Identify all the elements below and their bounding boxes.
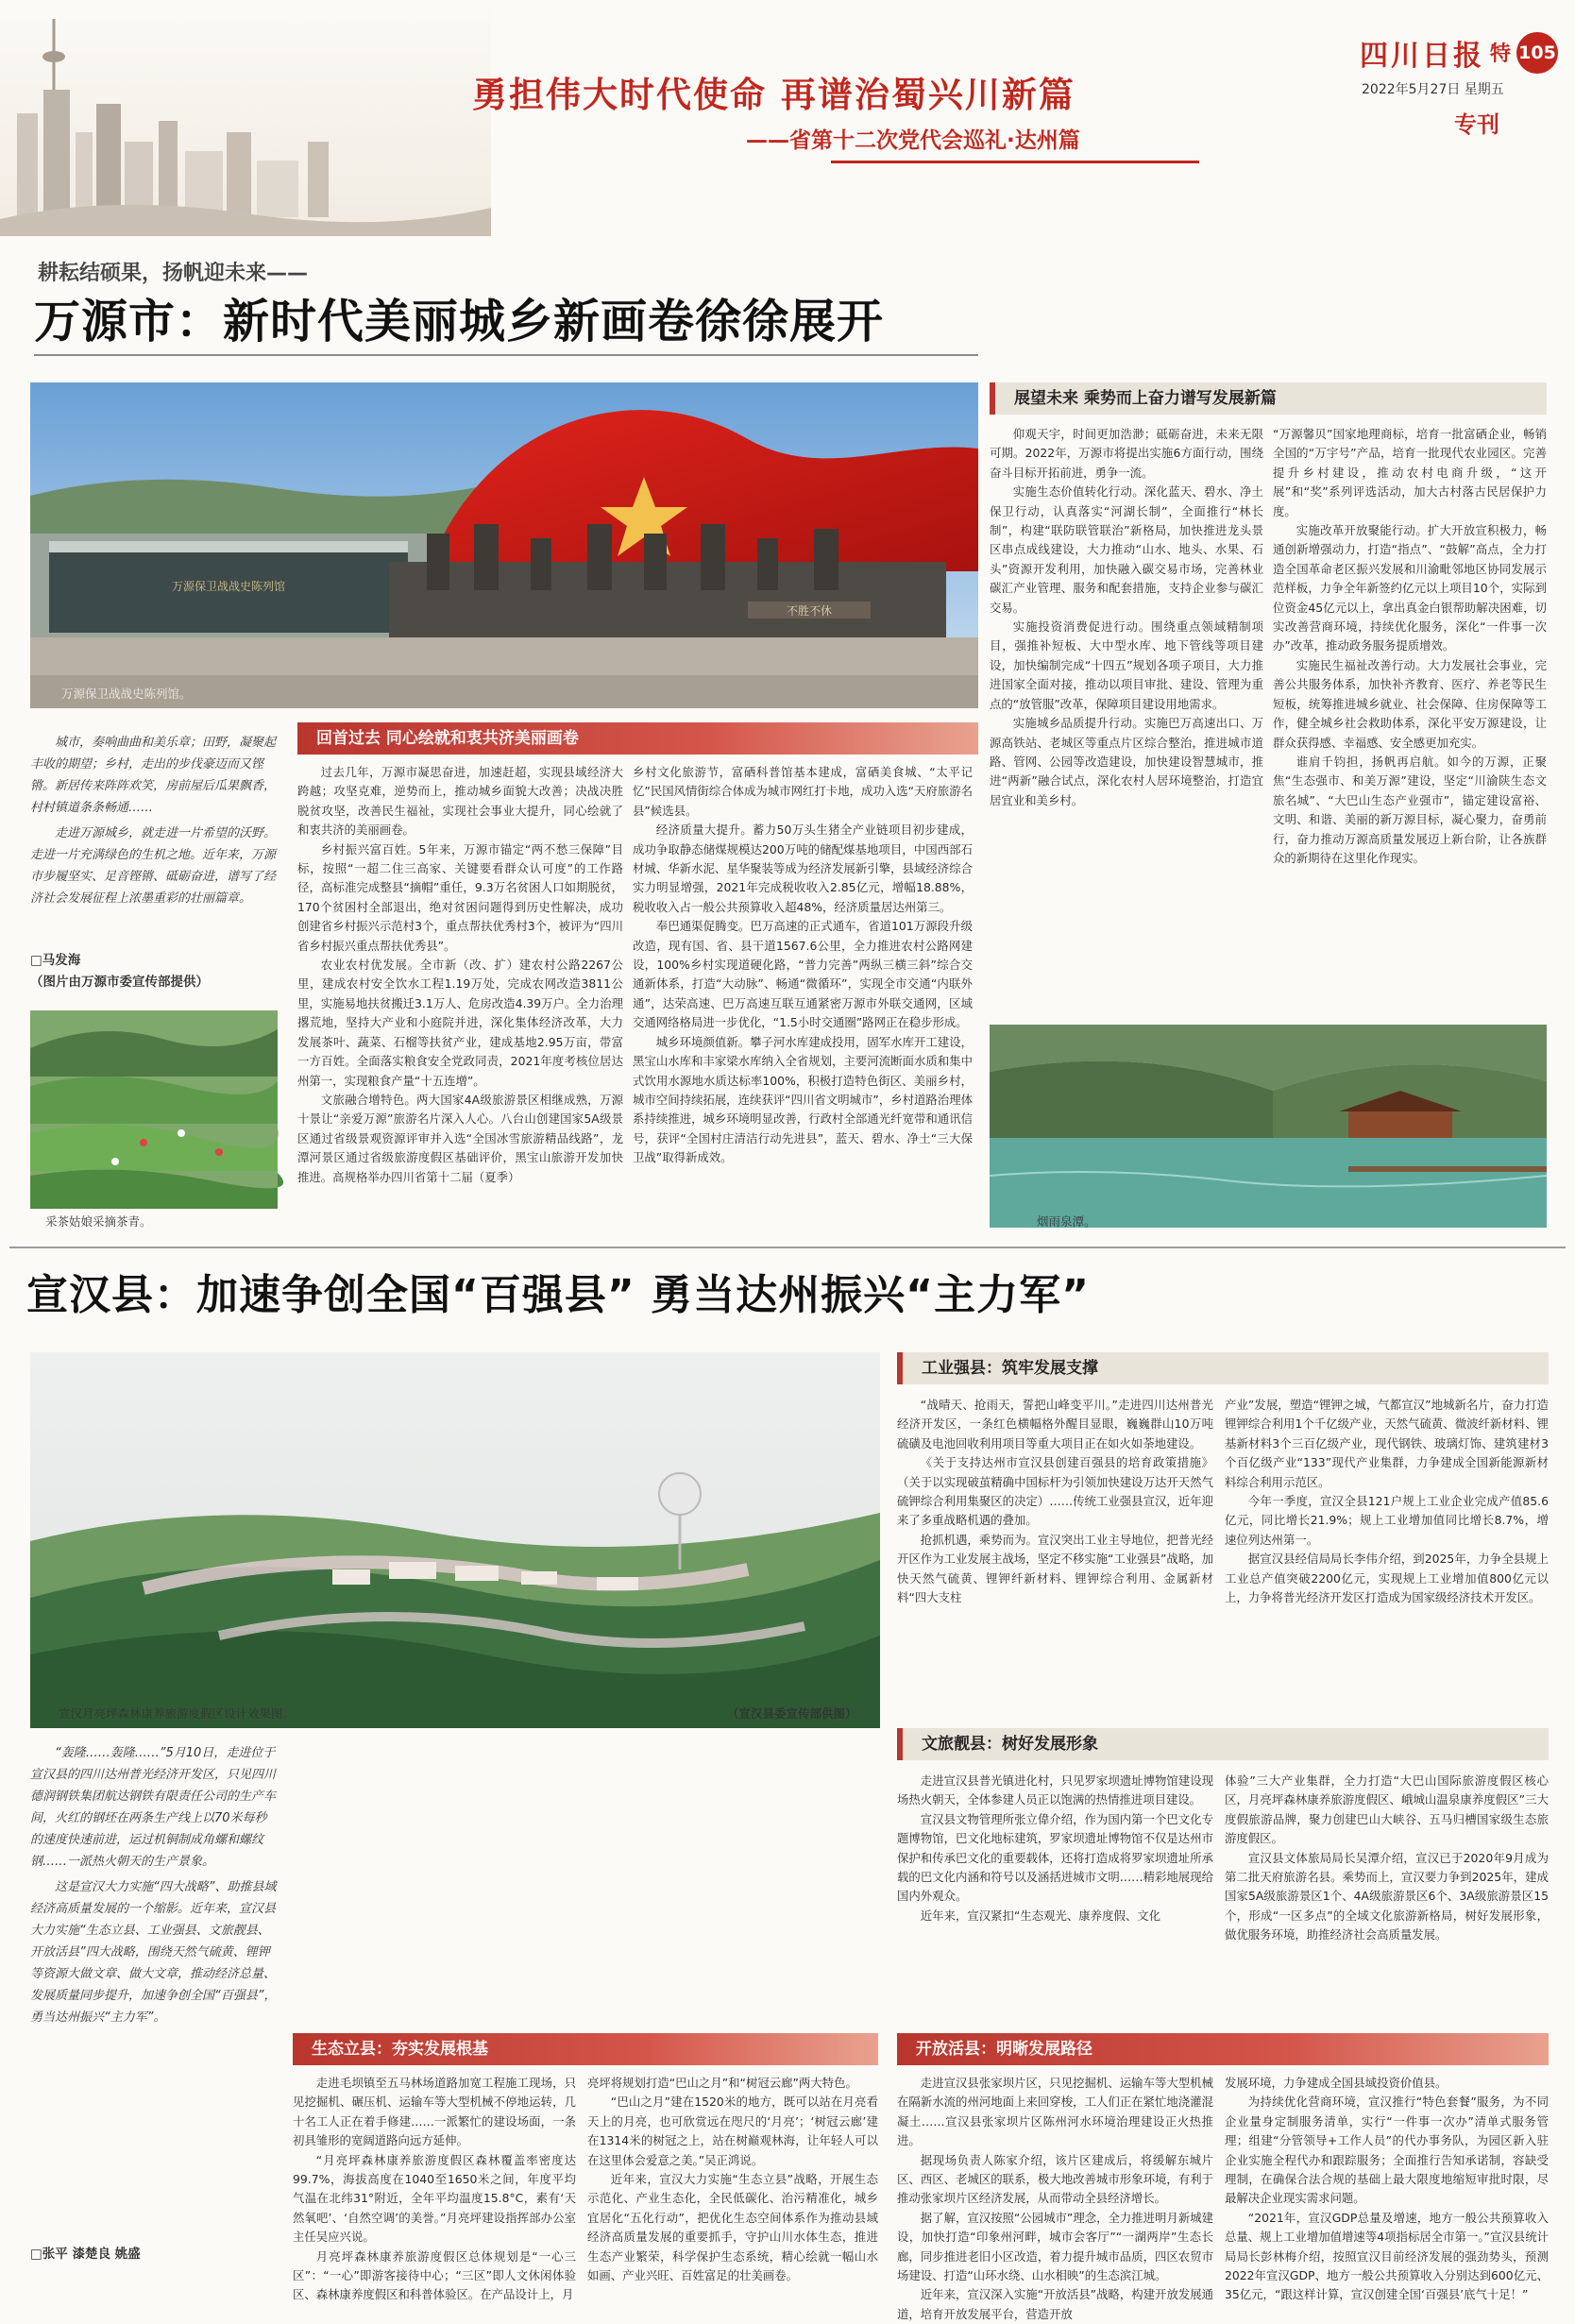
article1-sidebar-para-1: 城市，奏响曲曲和美乐章；田野，凝聚起丰收的期望；乡村，走出的步伐豪迈而又铿锵。新居传来阵阵欢笑，房前屋后瓜果飘香，村村镇道条条畅通…… xyxy=(30,736,277,815)
section1-col2-para: 乡村文化旅游节，富硒科普馆基本建成，富硒美食城、“太平记忆”民国风情街综合体成为城市网红打卡地，成功入选“天府旅游名县”候选县。 xyxy=(633,765,973,818)
article2-byline: □张平 漆楚良 姚盛 xyxy=(30,2247,141,2262)
culture-column-2 xyxy=(1225,1772,1549,2019)
article2-sidebar xyxy=(30,1742,278,2032)
section1-col2-para: 城乡环境颜值新。攀子河水库建成投用，固军水库开工建设，黑宝山水库和丰家梁水库纳入全省规划，主要河流断面水质和集中式饮用水源地水质达标率100%，积极打造特色街区、美丽乡村，城市空间持续拓展，连续获评“四川省文明城市”，乡村道路治理体系持续推进，城乡环境明显改善，行政村全部通光纤宽带和通讯信号，获评“全国村庄清洁行动先进县”，蓝天、碧水、净土“三大保卫战”取得新成效。 xyxy=(633,1034,973,1165)
culture-column-1 xyxy=(897,1772,1213,2019)
ecology-col1-para: 走进毛坝镇至五马林场道路加宽工程施工现场，只见挖掘机、碾压机、运输车等大型机械不停地运转，几十名工人正在着手修建……一派繁忙的建设场面，一条初具雏形的宽阔道路向远方延伸。 xyxy=(293,2076,576,2148)
article1-kicker: 耕耘结硕果，扬帆迎未来—— xyxy=(38,262,309,285)
lake-photo xyxy=(990,1025,1547,1228)
open-title-bar xyxy=(897,2033,1549,2065)
culture-title-bar xyxy=(897,1728,1549,1760)
industry-column-2 xyxy=(1225,1396,1549,1726)
section2-col1-para: 实施生态价值转化行动。深化蓝天、碧水、净土保卫行动，认真落实“河湖长制”，全面推行“林长制”，构建“联防联管联治”新格局，加快推进龙头景区串点成线建设，大力推动“山水、地头、水果、石头”资源开发利用，加快融入碳交易市场，完善林业碳汇产业管理、服务和配套措施，支持企业参与碳汇交易。 xyxy=(990,484,1263,615)
open-col2-para: 发展环境，力争建成全国县域投资价值县。 xyxy=(1225,2076,1448,2090)
section1-column-2 xyxy=(633,763,973,1237)
article1-sidebar xyxy=(30,732,278,913)
ecology-col2-para: 亮坪将规划打造“巴山之月”和“树冠云廊”两大特色。 xyxy=(587,2076,857,2090)
section1-col1-para: 过去几年，万源市凝思奋进，加速赶超，实现县域经济大跨越；攻坚克难，逆势而上，推动城乡面貌大改善；决战决胜脱贫攻坚，改善民生福祉，实现社会事业大提升，同心绘就了和衷共济的美丽画卷。 xyxy=(297,765,623,838)
section1-col1-para: 乡村振兴富百姓。5年来，万源市锚定“两不愁三保障”目标，按照“一超二住三高家、关键要看群众认可度”的工作路径，高标准完成整县“摘帽”重任，9.3万名贫困人口如期脱贫，170个贫困村全部退出，绝对贫困问题得到历史性解决，成功创建省乡村振兴示范村3个，重点帮扶优秀村3个，被评为“四川省乡村振兴重点帮扶优秀县”。 xyxy=(297,841,623,953)
banner-underline xyxy=(831,161,1199,163)
industry-col1-para: 抢抓机遇，乘势而为。宣汉突出工业主导地位，把普光经开区作为工业发展主战场，坚定不移实施“工业强县”战略，加快天然气硫黄、锂钾纤新材料、锂钾综合利用、金属新材料“四大支柱 xyxy=(897,1532,1213,1605)
ecology-col2-para: 近年来，宣汉大力实施“生态立县”战略，开展生态示范化、产业生态化，全民低碳化、治污精准化，城乡宜居化“五化行动”，把优化生态空间体系作为推动县域经济高质量发展的重要抓手，守护山川水体生态，推进生态产业繁荣，科学保护生态系统，精心绘就一幅山水如画、产业兴旺、百姓富足的壮美画卷。 xyxy=(587,2172,878,2283)
industry-col2-para: 据宣汉县经信局局长李伟介绍，到2025年，力争全县规上工业总产值突破2200亿元，实现规上工业增加值800亿元以上，力争将普光经济开发区打造成为国家级经济技术开发区。 xyxy=(1225,1552,1549,1605)
lake-photo-caption: 烟雨泉潭。 xyxy=(1037,1214,1096,1229)
city-skyline-illustration xyxy=(0,0,491,236)
section2-col2-para: 实施民生福祉改善行动。大力发展社会事业，完善公共服务体系，加快补齐教育、医疗、养老等民生短板，统筹推进城乡就业、社会保障、住房保障等工作，健全城乡社会救助体系，深化平安万源建设，让群众获得感、幸福感、安全感更加充实。 xyxy=(1273,657,1547,750)
publish-date: 2022年5月27日 星期五 xyxy=(1362,82,1504,97)
section1-col1-para: 农业农村优发展。全市新（改、扩）建农村公路2267公里，建成农村安全饮水工程1.19万处，完成农网改造3811公里，实施易地扶贫搬迁3.1万人、危房改造4.39万户。全力治理撂荒地，坚持大产业和小庭院并进，深化集体经济改革，大力发展茶叶、蔬菜、石榴等扶贫产业，建成基地2.95万亩，带富一方百姓。全面落实粮食安全党政同责，2021年度考核位居达州第一，实现粮食产量“十五连增”。 xyxy=(297,958,623,1088)
section2-col2-para: 实施改革开放聚能行动。扩大开放宣积极力，畅通创新增强动力，打造“指点”、“鼓解”高点，全力打造全国革命老区振兴发展和川渝毗邻地区协同发展示范样板，力争全年新签约亿元以上项目10个，实际到位资金45亿元以上，拿出真金白银帮助解决困难，切实改善营商环境，持续优化服务，深化“一件事一次办”改革，推动政务服务提质增效。 xyxy=(1273,523,1547,653)
article2-sidebar-para-2: 这是宣汉大力实施“四大战略”、助推县域经济高质量发展的一个缩影。近年来，宣汉县大力实施“生态立县、工业强县、文旅靓县、开放活县”四大战略，围绕天然气硫黄、锂钾等资源大做文章、做大文章，推动经济总量、发展质量同步提升，加速争创全国“百强县”，勇当达州振兴“主力军”。 xyxy=(30,1880,277,2025)
section2-col1-para: 实施城乡品质提升行动。实施巴万高速出口、万源高铁站、老城区等重点片区综合整治，推进城市道路、管网、公园等改造建设，加快建设智慧城市，推进“两新”融合试点，深化农村人居环境整治，打造宜居宜业和美乡村。 xyxy=(990,716,1263,807)
article1-byline: □马发海 xyxy=(30,953,81,968)
industry-column-1 xyxy=(897,1396,1213,1726)
ecology-col1-para: 月亮坪森林康养旅游度假区总体规划是“一心三区”：“一心”即游客接待中心；“三区”即人文休闲体验区、森林康养度假区和科普体验区。在产品设计上，月 xyxy=(293,2248,576,2302)
article2-headline: 宣汉县：加速争创全国“百强县” 勇当达州振兴“主力军” xyxy=(26,1271,1090,1319)
memorial-photo xyxy=(30,382,978,708)
ecology-col1-para: “月亮坪森林康养旅游度假区森林覆盖率密度达99.7%，海拔高度在1040至1650米之间，年度平均气温在北纬31°附近，全年平均温度15.8°C，素有‘天然氧吧’、‘自然空调’的美誉。”月亮坪建设指挥部办公室主任吴应兴说。 xyxy=(293,2152,576,2245)
special-label: 特 xyxy=(1490,42,1512,66)
section1-col2-para: 奉巴通渠促腾变。巴万高速的正式通车，省道101万源段升级改造，现有国、省、县干道1567.6公里，全力推进农村公路网建设，100%乡村实现道硬化路，“普力完善”两纵三横三斜”综合交通新体系，打造“大动脉”、畅通“微循环”，实现全市交通“内联外通”，达荣高速、巴万高速互联互通紧密万源市外联交通网，区域交通网络格局进一步优化，“1.5小时交通圈”路网正在稳步形成。 xyxy=(633,919,973,1030)
memorial-illustration xyxy=(30,382,978,708)
culture-col1-para: 近年来，宣汉紧扣“生态观光、康养度假、文化 xyxy=(920,1908,1161,1923)
section1-column-1 xyxy=(297,763,623,1237)
tea-photo-caption: 采茶姑娘采摘茶青。 xyxy=(45,1214,152,1229)
render-credit: （宣汉县委宣传部供图） xyxy=(727,1706,857,1721)
section2-col2-para: 谁肩千钧担，扬帆再启航。如今的万源，正聚焦“生态强市、和美万源”建设，坚定“川渝陕生态文旅名城”、“大巴山生态产业强市”，锚定建设富裕、文明、和谐、美丽的新万源目标，凝心聚力，奋勇前行，奋力推动万源高质量发展迈上新台阶，让各族群众的新期待在这里化作现实。 xyxy=(1273,754,1547,865)
article1-headline: 万源市：新时代美丽城乡新画卷徐徐展开 xyxy=(34,295,885,348)
open-col1-para: 走进宣汉县张家坝片区，只见挖掘机、运输车等大型机械在隔新水流的州河地面上来回穿梭，工人们正在紧忙地浇灌混凝土……宣汉县张家坝片区陈州河水环境治理建设正火热推进。 xyxy=(897,2076,1213,2148)
ecology-column-2 xyxy=(587,2074,878,2283)
open-col1-para: 据了解，宣汉按照“公园城市”理念，全力推进明月新城建设，加快打造“印象州河畔，城市会客厅”“一湖两岸”生态长廊，同步推进老旧小区改造，着力提升城市品质，四区农贸市场建设、打造“山环水绕、山水相映”的生态滨江城。 xyxy=(897,2210,1214,2283)
culture-col2-para: 体验”三大产业集群，全力打造“大巴山国际旅游度假区核心区，月亮坪森林康养旅游度假区、峨城山温泉康养度假区”三大度假旅游品牌，聚力创建巴山大峡谷、五马归槽国家级生态旅游度假区。 xyxy=(1225,1773,1549,1846)
industry-title-bar xyxy=(897,1352,1549,1384)
banner-subtitle: ——省第十二次党代会巡礼·达州篇 xyxy=(746,128,1080,153)
culture-col2-para: 宣汉县文体旅局局长吴潭介绍，宣汉已于2020年9月成为第二批天府旅游名县。乘势而上，宣汉要力争到2025年，建成国家5A级旅游景区1个、4A级旅游景区6个、3A级旅游景区15个，形成“一区多点”的全域文化旅游新格局，树好发展形象，做优服务环境，助推经济社会高质量发展。 xyxy=(1225,1850,1549,1942)
section1-title-bar xyxy=(297,722,978,755)
ecology-title: 生态立县：夯实发展根基 xyxy=(312,2040,488,2059)
section2-column-2 xyxy=(1273,425,1547,1020)
culture-col1-para: 宣汉县文物管理所张立偉介绍，作为国内第一个巴文化专题博物馆，巴文化地标建筑，罗家坝遗址博物馆不仅是达州市保护和传承巴文化的重要载体，还将打造成将罗家坝遗址所承载的巴文化内涵和符号以及涵括进城市文明……精彩地展现给国内外观众。 xyxy=(897,1811,1213,1904)
lake-illustration xyxy=(990,1025,1547,1228)
open-col1-para: 近年来，宣汉深入实施“开放活县”战略，构建开放发展通道，培育开放发展平台，营造开放 xyxy=(897,2287,1214,2321)
open-column-1 xyxy=(897,2074,1214,2321)
section1-title: 回首过去 同心绘就和衷共济美丽画卷 xyxy=(316,729,579,748)
paper-name: 四川日报 xyxy=(1360,40,1484,73)
culture-title: 文旅靓县：树好发展形象 xyxy=(922,1735,1098,1754)
resort-render-illustration xyxy=(30,1352,880,1728)
resort-render-photo xyxy=(30,1352,880,1728)
section2-col1-para: 仰观天宇，时间更加浩渺；砥砺奋进，未来无限可期。2022年，万源市将提出实施6方面行动，围绕奋斗目标开拓前进，勇争一流。 xyxy=(990,427,1263,480)
page-number: 105 xyxy=(1518,42,1556,63)
section1-col2-para: 经济质量大提升。蓄力50万头生猪全产业链项目初步建成，成功争取静态储煤规模达200万吨的储配煤基地项目，中国西部石材城、华新水泥、星华聚装等成为经济发展新引擎，县域经济综合实力明显增强，2021年完成税收收入2.85亿元，增幅18.88%，税收收入占一般公共预算收入超48%，经济质量居达州第三。 xyxy=(633,823,973,914)
open-col2-para: 为持续优化营商环境，宣汉推行“特色套餐”服务，为不同企业量身定制服务清单，实行“一件事一次办”清单式服务管理；组建“分管领导+工作人员”的代办事务队，为园区新入驻企业实施全程代办和跟踪服务；全面推行告知承诺制，容缺受理制，在确保合法合规的基础上最大限度地缩短审批时限，尽最解决企业现实需求问题。 xyxy=(1225,2095,1549,2206)
article2-sidebar-para-1: “轰隆……轰隆……”5月10日，走进位于宣汉县的四川达州普光经济开发区，只见四川德润钢铁集团航达钢铁有限责任公司的生产车间，火红的钢坯在两条生产线上以70米每秒的速度快速前进，运过机铜制成角螺和螺纹钢……一派热火朝天的生产景象。 xyxy=(30,1746,277,1869)
open-col2-para: “2021年，宣汉GDP总量及增速，地方一般公共预算收入总量、规上工业增加值增速等4项指标居全市第一。”宣汉县统计局局长彭林梅介绍，按照宣汉目前经济发展的强劲势头，预测2022年宣汉GDP、地方一般公共预算收入分别达到600亿元、35亿元，“跟这样计算，宣汉创建全国‘百强县’底气十足！” xyxy=(1225,2210,1549,2302)
culture-col1-para: 走进宣汉县普光镇进化村，只见罗家坝遗址博物馆建设现场热火朝天，全体参建人员正以饱满的热情推进项目建设。 xyxy=(897,1773,1213,1807)
industry-title: 工业强县：筑牢发展支撑 xyxy=(922,1359,1098,1378)
article-divider xyxy=(9,1247,1566,1248)
render-caption: 宣汉月亮坪森林康养旅游度假区设计效果图。 xyxy=(59,1706,296,1721)
ecology-col2-para: “巴山之月”建在1520米的地方，既可以站在月亮看天上的月亮，也可欣赏远在咫尺的‘月亮’；‘树冠云廊’建在1314米的树冠之上，站在树巅观林海，让年轻人可以在这里体会爱意之美。”吴正鸿说。 xyxy=(587,2095,878,2167)
industry-col2-para: 今年一季度，宣汉全县121户规上工业企业完成产值85.6亿元，同比增长21.9%；规上工业增加值同比增长8.7%，增速位列达州第一。 xyxy=(1225,1494,1549,1547)
building-sign: 万源保卫战战史陈列馆 xyxy=(171,580,286,593)
tea-field-illustration xyxy=(30,1010,278,1209)
banner-title: 勇担伟大时代使命 再谱治蜀兴川新篇 xyxy=(472,75,1075,115)
ecology-title-bar xyxy=(293,2033,878,2065)
memorial-photo-caption: 万源保卫战战史陈列馆。 xyxy=(61,687,192,701)
section2-col1-para: 实施投资消费促进行动。围绕重点领域精制项目，强推补短板、大中型水库、地下管线等项目建设，加快编制完成“十四五”规划各项子项目，大力推进国家全面对接，推动以项目审批、建设、管理为重点的“放管服”改革，保障项目建设用地需求。 xyxy=(990,619,1263,711)
open-col1-para: 据现场负责人陈家介绍，该片区建成后，将缓解东城片区、西区、老城区的联系，极大地改善城市形象环境，有利于推动张家坝片区经济发展，从而带动全县经济增长。 xyxy=(897,2152,1213,2206)
section2-column-1 xyxy=(990,425,1263,1020)
section2-title-bar xyxy=(990,382,1547,415)
ecology-column-1 xyxy=(293,2074,576,2302)
masthead xyxy=(0,0,1575,236)
headline-rule xyxy=(34,354,978,356)
open-title: 开放活县：明晰发展路径 xyxy=(916,2040,1092,2059)
industry-col1-para: 《关于支持达州市宣汉县创建百强县的培育政策措施》（关于以实现破茧精确中国标杆为引领加快建设万达开天然气硫钾综合利用集聚区的决定）……传统工业强县宣汉，近年迎来了多重战略机遇的叠加。 xyxy=(897,1455,1213,1528)
memorial-inscription: 不胜不休 xyxy=(786,604,833,618)
section2-col2-para: “万源馨贝”国家地理商标，培育一批富硒企业，畅销全国的“万宇号”产品，培育一批现代农业园区。完善提升乡村建设，推动农村电商升级，“这开展”和“奖”系列评选活动，加大古村落古民居保护力度。 xyxy=(1273,427,1547,518)
page-number-badge xyxy=(1516,32,1558,74)
section1-col1-para: 文旅融合增特色。两大国家4A级旅游景区相继成熟，万源十景让“亲爱万源”旅游名片深入人心。八台山创建国家5A级景区通过省级景观资源评审并入选“全国冰雪旅游精品线路”，龙潭河景区通过省级旅游度假区基础评价，黑宝山旅游开发加快推进。高规格举办四川省第十二届（夏季） xyxy=(297,1092,623,1184)
section-label: 专刊 xyxy=(1454,111,1499,138)
industry-col2-para: 产业”发展，塑造“锂钾之城，气都宣汉”地城新名片，奋力打造锂钾综合利用1个千亿级产业，天然气硫黄、微波纤新材料、锂基新材料3个三百亿级产业，现代钢铁、玻璃灯饰、建筑建材3个百亿级产业“133”现代产业集群，力争建成全国新能源新材料综合利用示范区。 xyxy=(1225,1398,1549,1489)
section2-title: 展望未来 乘势而上奋力谱写发展新篇 xyxy=(1014,389,1277,408)
tea-picking-photo xyxy=(30,1010,278,1209)
article1-photo-credit: （图片由万源市委宣传部提供） xyxy=(30,975,209,990)
open-column-2 xyxy=(1225,2074,1549,2302)
industry-col1-para: “战晴天、抢雨天，誓把山峰变平川。”走进四川达州普光经济开发区，一条红色横幅格外醒目显眼，巍巍群山10万吨硫磺及电池回收利用项目等重大项目正在如火如荼地建设。 xyxy=(897,1398,1213,1450)
article1-sidebar-para-2: 走进万源城乡，就走进一片希望的沃野。走进一片充满绿色的生机之地。近年来，万源市步履坚实、足音铿锵、砥砺奋进，谱写了经济社会发展征程上浓墨重彩的壮丽篇章。 xyxy=(30,826,277,906)
